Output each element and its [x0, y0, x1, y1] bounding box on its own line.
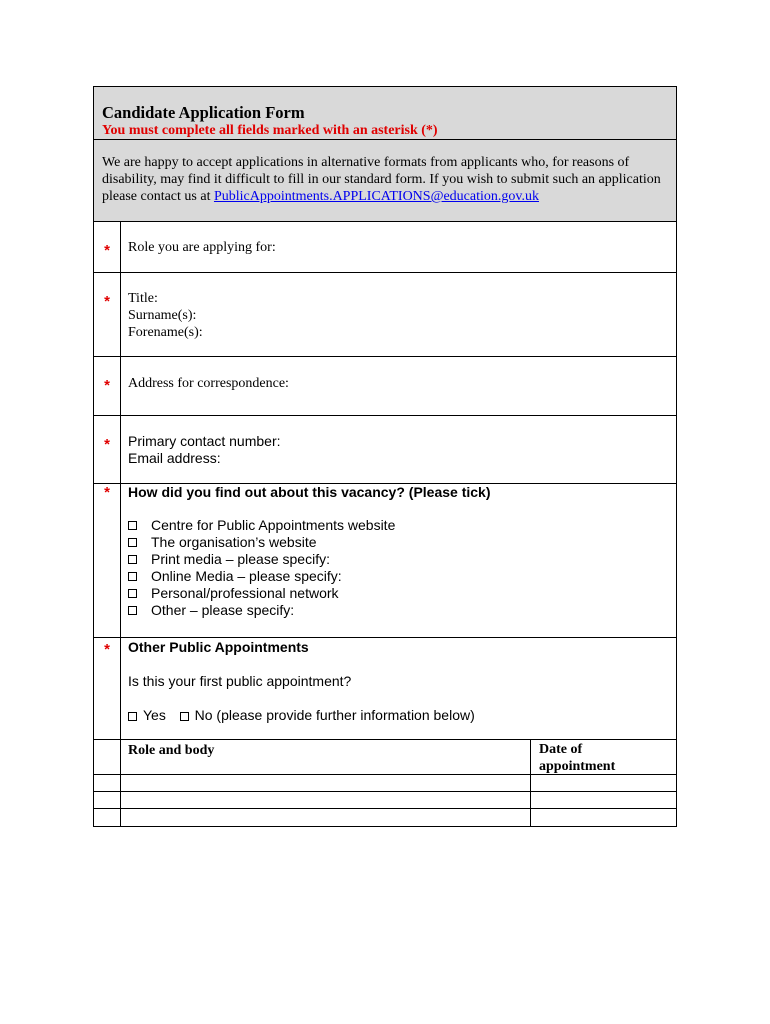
- date-cell[interactable]: [531, 792, 676, 808]
- required-asterisk: *: [94, 638, 121, 739]
- role-and-body-header: Role and body: [128, 743, 215, 758]
- required-asterisk: *: [94, 222, 121, 272]
- name-fields[interactable]: [121, 273, 676, 356]
- form-title: Candidate Application Form: [102, 103, 305, 122]
- name-row: [94, 273, 676, 357]
- required-asterisk: *: [94, 416, 121, 483]
- contact-email-link[interactable]: PublicAppointments.APPLICATIONS@education.gov.uk: [213, 189, 539, 204]
- table-row: [94, 775, 676, 792]
- email-label: Email address:: [128, 450, 221, 466]
- address-row: [94, 357, 676, 416]
- first-appointment-options: [128, 707, 676, 724]
- checkbox[interactable]: [128, 521, 137, 530]
- surname-label: Surname(s):: [128, 308, 197, 323]
- first-appointment-question: Is this your first public appointment?: [128, 673, 352, 689]
- application-form: [93, 86, 677, 827]
- phone-label: Primary contact number:: [128, 433, 281, 449]
- role-row: [94, 222, 676, 273]
- intro-text: We are happy to accept applications in alternative formats from applicants who, for reasons of disability, may find it difficult to fill in our standard form. If you wish to submit such an application please contact us at: [102, 155, 661, 204]
- no-label: No (please provide further information below): [194, 707, 475, 723]
- role-field[interactable]: [121, 222, 676, 272]
- alternative-formats-notice: [94, 140, 676, 222]
- table-row: [94, 809, 676, 826]
- required-asterisk: *: [94, 484, 121, 637]
- option-print-media[interactable]: Print media – please specify:: [128, 551, 676, 568]
- role-cell[interactable]: [121, 809, 531, 826]
- table-row: [94, 792, 676, 809]
- date-cell[interactable]: [531, 809, 676, 826]
- checkbox[interactable]: [128, 555, 137, 564]
- yes-checkbox[interactable]: [128, 712, 137, 721]
- contact-row: [94, 416, 676, 484]
- role-cell[interactable]: [121, 792, 531, 808]
- address-field[interactable]: [121, 357, 676, 415]
- option-personal-network[interactable]: Personal/professional network: [128, 585, 676, 602]
- role-label: Role you are applying for:: [128, 240, 276, 255]
- option-organisation-website[interactable]: The organisation’s website: [128, 534, 676, 551]
- vacancy-question: How did you find out about this vacancy? (Please tick): [128, 484, 491, 500]
- date-of-appointment-header: Date of appointment: [539, 742, 616, 774]
- checkbox[interactable]: [128, 538, 137, 547]
- appointments-table-header: [94, 740, 676, 775]
- other-appointments-heading: Other Public Appointments: [128, 639, 309, 655]
- checkbox[interactable]: [128, 572, 137, 581]
- forename-label: Forename(s):: [128, 325, 203, 340]
- other-appointments-row: [94, 638, 676, 740]
- checkbox[interactable]: [128, 606, 137, 615]
- checkbox[interactable]: [128, 589, 137, 598]
- role-cell[interactable]: [121, 775, 531, 791]
- other-appointments-section: [121, 638, 676, 739]
- contact-fields[interactable]: [121, 416, 676, 483]
- date-cell[interactable]: [531, 775, 676, 791]
- yes-label: Yes: [143, 707, 166, 723]
- mandatory-notice: You must complete all fields marked with an asterisk (*): [102, 123, 438, 138]
- title-label: Title:: [128, 291, 158, 306]
- vacancy-source-row: [94, 484, 676, 638]
- no-checkbox[interactable]: [180, 712, 189, 721]
- option-online-media[interactable]: Online Media – please specify:: [128, 568, 676, 585]
- option-centre-website[interactable]: Centre for Public Appointments website: [128, 517, 676, 534]
- address-label: Address for correspondence:: [128, 376, 289, 391]
- vacancy-source-section: [121, 484, 676, 637]
- required-asterisk: *: [94, 357, 121, 415]
- form-header: [94, 87, 676, 140]
- required-asterisk: *: [94, 273, 121, 356]
- option-other[interactable]: Other – please specify:: [128, 602, 676, 619]
